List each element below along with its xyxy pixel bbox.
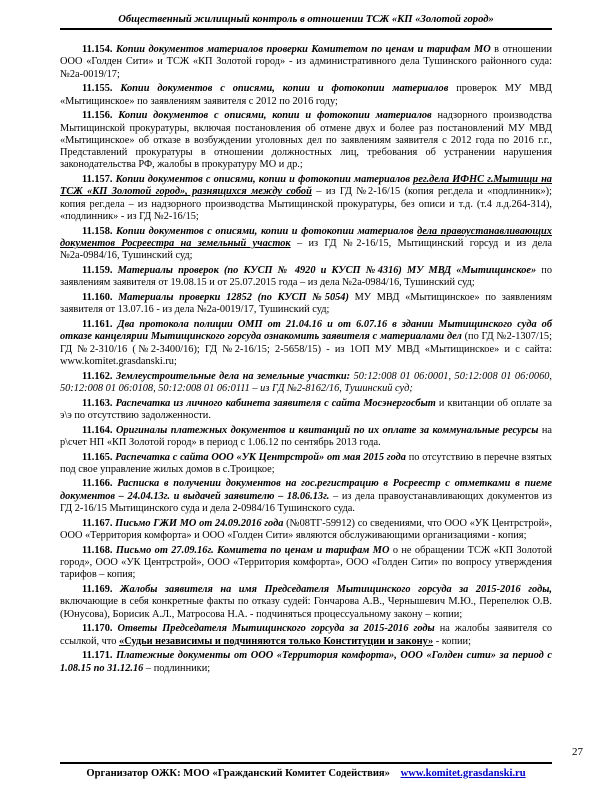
item-number: 11.170. bbox=[82, 623, 113, 635]
list-item bbox=[60, 319, 552, 368]
item-text: дела правоустанавливающих документов Росреестра на земельный участок bbox=[60, 225, 552, 250]
item-number: 11.168. bbox=[82, 544, 113, 556]
list-item bbox=[60, 265, 552, 290]
item-text: – из дела правоустанавливающих документов из ГД 2-16/15 Мытищинского суда и дела 2-0984/16 Тушинского суда. bbox=[60, 490, 552, 515]
item-text: надзорного производства Мытищинской прокуратуры, включая постановления об отмене двух и более раз постановлений МУ МВД «Мытищинское» об отказе в возбуждении уголовных дел по заявлениям заявителя с 2012 года по 2016 г.г., Представлений прокуратуры в отношении должностных лиц, требования об устранении нарушения законодательства РФ, жалобы в прокуратуру МО и др.; bbox=[60, 110, 552, 171]
item-text: Два протокола полиции ОМП от 21.04.16 и от 6.07.16 в здании Мытищинского суда об отказе канцелярии Мытищинского горсуда ознакомить заявителя с материалами дел bbox=[60, 318, 552, 343]
item-number: 11.161. bbox=[82, 318, 113, 330]
item-number: 11.160. bbox=[82, 291, 113, 303]
list-item bbox=[60, 110, 552, 171]
item-text: МУ МВД «Мытищинское» по заявлениям заявителя от 13.07.16 - из дела №2а-0019/17, Тушинский суд; bbox=[60, 291, 553, 316]
item-number: 11.167. bbox=[82, 517, 113, 529]
item-text: Копии документов материалов проверки Комитетом по ценам и тарифам МО bbox=[115, 44, 491, 55]
item-text: Оригиналы платежных документов и квитанций по их оплате за коммунальные ресурсы bbox=[115, 424, 539, 436]
list-item bbox=[60, 226, 552, 263]
item-text: Землеустроительные дела на земельные участки: bbox=[115, 370, 351, 382]
item-text: 50:12:008 01 06:0001, 50:12:008 01 06:0060, 50:12:008 01 06:0108, 50:12:008 01 06:0111 – из ГД №2-8162/16, Тушинский суд; bbox=[60, 370, 552, 394]
item-text: - копии; bbox=[433, 635, 471, 647]
item-number: 11.164. bbox=[82, 424, 113, 436]
item-text: Распечатка из личного кабинета заявителя с сайта Мосэнергосбыт bbox=[115, 397, 436, 409]
item-number: 11.159. bbox=[82, 265, 113, 276]
item-text: проверок МУ МВД «Мытищинское» по заявлениям заявителя с 2012 по 2016 году; bbox=[60, 83, 552, 107]
item-text: рег.дела ИФНС г.Мытищи на ТСЖ «КП Золотой город», разнящихся между собой bbox=[60, 174, 552, 198]
item-text: Копии документов с описями, копии и фотокопии материалов bbox=[116, 225, 414, 237]
item-text: Копии документов с описями, копии и фотокопии материалов bbox=[118, 110, 432, 122]
item-text: – подлинники; bbox=[143, 662, 211, 674]
item-number: 11.155. bbox=[82, 83, 113, 95]
item-number: 11.165. bbox=[82, 451, 113, 463]
list-item bbox=[60, 292, 552, 317]
header-title: Общественный жилищный контроль в отношении ТСЖ «КП «Золотой город» bbox=[118, 14, 494, 25]
item-text: в отношении ООО «Голден Сити» и ТСЖ «КП Золотой город» - из административного дела Тушинского районного суда: №2а-0019/17; bbox=[60, 44, 552, 80]
item-number: 11.154. bbox=[82, 44, 113, 55]
page-footer bbox=[60, 762, 552, 779]
item-text: Жалобы заявителя на имя Председателя Мытищинского горсуда за 2015-2016 годы, bbox=[120, 584, 552, 596]
item-text: на жалобы заявителя со ссылкой, что bbox=[60, 623, 552, 647]
item-number: 11.166. bbox=[82, 478, 113, 490]
list-item bbox=[60, 398, 552, 423]
item-number: 11.171. bbox=[82, 650, 113, 662]
footer-organizer: Организатор ОЖК: МОО «Гражданский Комитет Содействия» bbox=[86, 768, 390, 779]
item-text: Письмо ГЖИ МО от 24.09.2016 года bbox=[115, 517, 284, 529]
list-item bbox=[60, 174, 552, 223]
list-item bbox=[60, 584, 552, 621]
item-number: 11.157. bbox=[82, 174, 113, 186]
document-body bbox=[60, 44, 552, 677]
item-text: и квитанции об оплате за э\э по отсутствию задолженности. bbox=[60, 397, 552, 421]
list-item bbox=[60, 371, 552, 396]
item-text: по заявлениям заявителя от 19.08.15 и от 25.07.2015 года – из дела №2а-0984/16, Тушинский суд; bbox=[60, 265, 552, 289]
list-item bbox=[60, 425, 552, 450]
item-text: Платежные документы от ООО «Территория комфорта», ООО «Голден сити» за период с 1.08.15 по 31.12.16 bbox=[60, 650, 552, 674]
item-text: «Судьи независимы и подчиняются только Конституции и закону» bbox=[119, 635, 434, 647]
item-text: на р\счет НП «КП Золотой город» в период с 1.06.12 по сентябрь 2013 года. bbox=[60, 424, 552, 448]
item-text: по отсутствию в перечне взятых под свое управление жилых домов в с.Троицкое; bbox=[60, 451, 552, 475]
item-text: Письмо от 27.09.16г. Комитета по ценам и тарифам МО bbox=[115, 544, 390, 556]
page-header bbox=[60, 14, 552, 30]
list-item bbox=[60, 650, 552, 675]
item-text: Распечатка с сайта ООО «УК Центрстрой» от мая 2015 года bbox=[115, 451, 406, 463]
item-text: Материалы проверок (по КУСП № 4920 и КУСП №4316) МУ МВД «Мытищинское» bbox=[117, 265, 537, 276]
list-item bbox=[60, 545, 552, 582]
item-text: о не обращении ТСЖ «КП Золотой город», ООО «УК Центрстрой», ООО «Территория комфорта», ООО «Голден Сити» по вопросу утверждения тарифов – копия; bbox=[60, 544, 552, 581]
item-text: (№08ТГ-59912) со сведениями, что ООО «УК Центрстрой», ООО «Территория комфорта» и ООО «Голден Сити» являются обслуживающими организациями - копия; bbox=[60, 517, 552, 542]
list-item bbox=[60, 83, 552, 108]
item-text: Копии документов с описями, копии и фотокопии материалов bbox=[120, 83, 449, 95]
item-text: Материалы проверки 12852 (по КУСП №5054) bbox=[118, 291, 349, 303]
item-number: 11.156. bbox=[82, 110, 113, 122]
list-item bbox=[60, 478, 552, 515]
item-number: 11.162. bbox=[82, 370, 113, 382]
item-number: 11.163. bbox=[82, 397, 113, 409]
item-text: – из ГД №2-16/15 (копия рег.дела и «подлинник»); копия рег.дела – из надзорного производства Мытищинской прокуратуры, без описи и т.д. (т.4 л.д.264-314), «подлинник» - из ГД №2-16/15; bbox=[60, 186, 552, 223]
item-number: 11.169. bbox=[82, 584, 113, 596]
footer-site-link[interactable]: www.komitet.grasdanski.ru bbox=[400, 768, 526, 779]
page-number: 27 bbox=[572, 746, 583, 758]
item-text: Ответы Председателя Мытищинского горсуда за 2015-2016 годы bbox=[117, 623, 435, 635]
list-item bbox=[60, 44, 552, 81]
item-text: – из ГД №2-16/15, Мытищинский горсуд и из дела №2а-0984/16, Тушинский суд; bbox=[60, 238, 552, 262]
item-number: 11.158. bbox=[82, 225, 113, 237]
list-item bbox=[60, 452, 552, 477]
item-text: (по ГД №2-1307/15; ГД №2-310/16 (№2-3400/16); ГД №2-16/15; 2-5658/15) - из 1ОП МУ МВД «Мытищинское» и с сайта: www.komitet.grasdanski.ru; bbox=[60, 331, 552, 367]
list-item bbox=[60, 518, 552, 543]
item-text: Копии документов с описями, копии и фотокопии материалов bbox=[115, 174, 411, 186]
item-text: Расписка в получении документов на гос.регистрацию в Росреестр с отметками в пиеме документов – 24.04.13г. и выдачей заявителю – 18.06.13г. bbox=[60, 478, 552, 502]
list-item bbox=[60, 623, 552, 648]
item-text: включающие в себя конкретные факты по отказу судей: Гончарова А.В., Чернышевич М.Ю., Перепелюк О.В. (Юнусова), Борисик А.Л., Матросова Н.А. - подчиняться процессуальному закону – копии; bbox=[60, 596, 552, 620]
